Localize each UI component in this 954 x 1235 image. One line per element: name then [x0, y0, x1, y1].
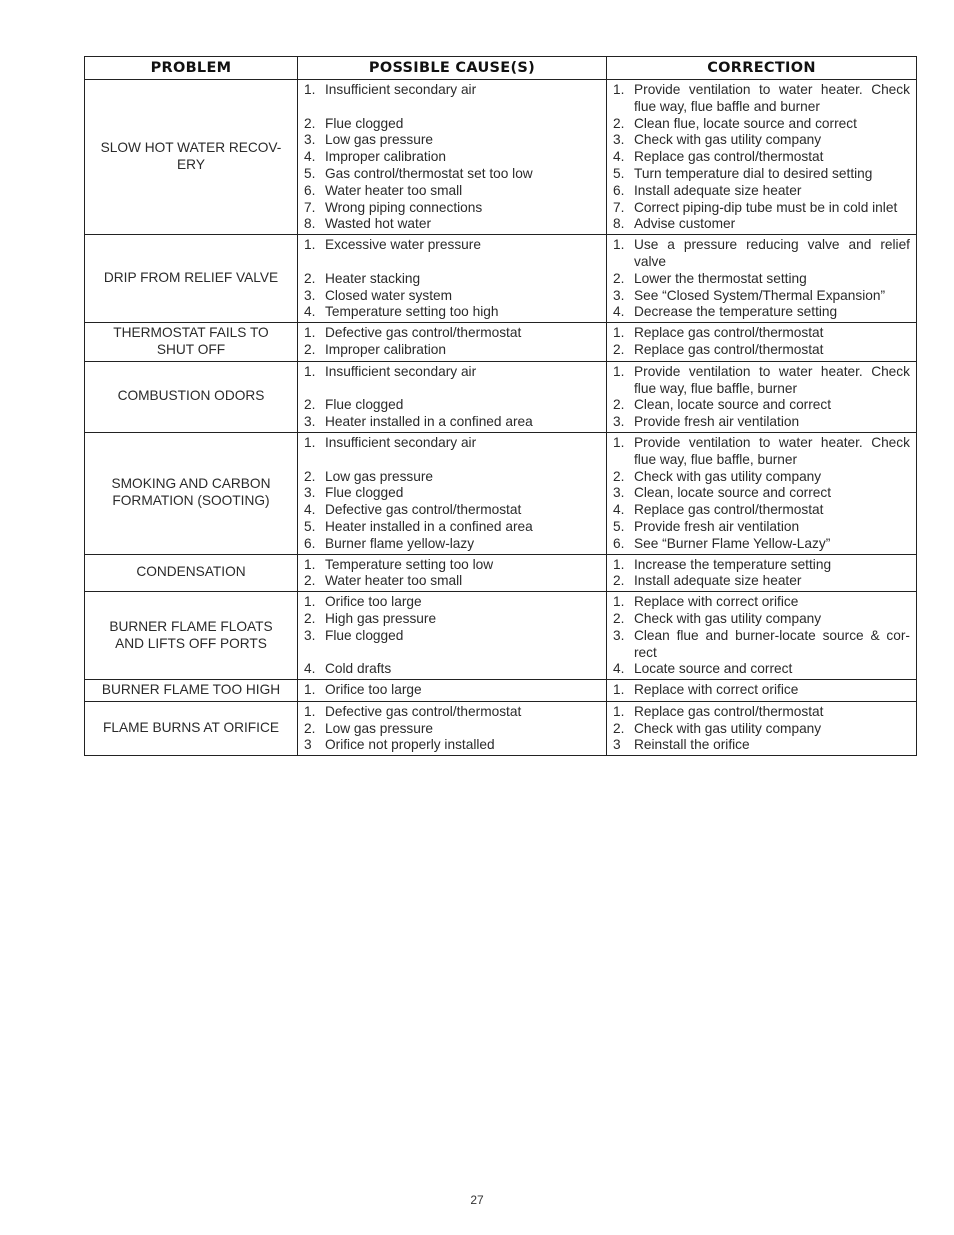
item-text: Replace with correct orifice	[634, 594, 799, 610]
item-number: 1.	[613, 556, 625, 572]
possible-cause-item	[304, 116, 600, 133]
item-number: 2.	[613, 573, 625, 589]
possible-cause-item	[304, 682, 600, 699]
table-header	[85, 57, 917, 80]
item-text: Replace gas control/thermostat	[634, 703, 824, 719]
item-number: 4.	[304, 149, 316, 165]
item-text: Clean, locate source and correct	[634, 397, 832, 413]
item-text: Orifice too large	[325, 682, 422, 698]
item-number: 4.	[304, 304, 316, 320]
table-row	[85, 80, 917, 235]
item-text: Check with gas utility company	[634, 132, 822, 148]
correction-list	[613, 435, 910, 553]
possible-cause-item	[304, 132, 600, 149]
problem-cell	[85, 361, 298, 432]
item-number: 4.	[304, 502, 316, 518]
possible-cause-cell	[298, 361, 607, 432]
header-possible-causes: POSSIBLE CAUSE(S)	[298, 57, 607, 80]
table-row	[85, 592, 917, 680]
item-number: 2.	[613, 720, 625, 736]
item-number: 4.	[613, 149, 625, 165]
problem-line: FLAME BURNS AT ORIFICE	[103, 720, 279, 736]
possible-cause-item	[304, 237, 600, 254]
item-text: Lower the thermostat setting	[634, 270, 807, 286]
item-number: 1.	[613, 682, 625, 698]
item-text: Gas control/thermostat set too low	[325, 165, 533, 181]
problem-line: SHUT OFF	[156, 341, 226, 357]
item-number: 2.	[304, 720, 316, 736]
possible-cause-cell	[298, 592, 607, 680]
item-number: 4.	[613, 661, 625, 677]
possible-cause-item	[304, 271, 600, 288]
item-number: 5.	[613, 165, 625, 181]
correction-item	[613, 237, 910, 271]
possible-cause-item	[304, 628, 600, 645]
possible-cause-item	[304, 183, 600, 200]
correction-cell	[607, 323, 917, 362]
item-text: Low gas pressure	[325, 720, 434, 736]
problem-cell	[85, 592, 298, 680]
item-number: 3.	[304, 627, 316, 643]
item-number: 1.	[304, 363, 316, 379]
possible-cause-list	[304, 682, 600, 699]
item-number: 1.	[304, 703, 316, 719]
table-row	[85, 432, 917, 554]
possible-cause-list	[304, 435, 600, 553]
possible-cause-item	[304, 166, 600, 183]
item-text: Water heater too small	[325, 182, 463, 198]
item-number: 6.	[613, 182, 625, 198]
possible-cause-item	[304, 304, 600, 321]
item-text: Heater installed in a confined area	[325, 518, 533, 534]
item-number: 3.	[613, 414, 625, 430]
correction-item	[613, 183, 910, 200]
item-number: 6.	[304, 535, 316, 551]
item-text: Water heater too small	[325, 573, 463, 589]
item-text: Burner flame yellow-lazy	[325, 535, 475, 551]
item-text: Defective gas control/thermostat	[325, 703, 522, 719]
item-text: Turn temperature dial to desired setting	[634, 165, 873, 181]
table-row	[85, 323, 917, 362]
problem-cell	[85, 80, 298, 235]
item-text: Clean flue and burner-locate source & cor-rect	[634, 627, 910, 660]
item-text: Provide ventilation to water heater. Check flue way, flue baffle, burner	[634, 434, 910, 467]
correction-item	[613, 200, 910, 217]
possible-cause-list	[304, 594, 600, 678]
item-text: Use a pressure reducing valve and relief valve	[634, 237, 910, 269]
item-text: Improper calibration	[325, 149, 446, 165]
problem-cell	[85, 680, 298, 702]
problem-cell	[85, 323, 298, 362]
item-number: 4.	[304, 661, 316, 677]
header-row	[85, 57, 917, 80]
item-text: Closed water system	[325, 287, 453, 303]
correction-item	[613, 721, 910, 738]
correction-cell	[607, 680, 917, 702]
problem-cell	[85, 701, 298, 755]
problem-line: FORMATION (SOOTING)	[112, 493, 270, 509]
correction-item	[613, 519, 910, 536]
possible-cause-item	[304, 704, 600, 721]
correction-item	[613, 414, 910, 431]
correction-item	[613, 435, 910, 469]
header-correction: CORRECTION	[607, 57, 917, 80]
item-number: 1.	[613, 237, 625, 253]
possible-cause-item	[304, 414, 600, 431]
table-row	[85, 235, 917, 323]
item-text: See “Closed System/Thermal Expansion”	[634, 287, 886, 303]
problem-cell	[85, 235, 298, 323]
item-text: Excessive water pressure	[325, 237, 481, 253]
correction-item	[613, 611, 910, 628]
problem-cell	[85, 554, 298, 592]
correction-item	[613, 397, 910, 414]
item-number: 6.	[613, 535, 625, 551]
page-number: 27	[470, 1193, 484, 1207]
possible-cause-cell	[298, 701, 607, 755]
item-number: 3.	[304, 485, 316, 501]
item-number: 3.	[613, 132, 625, 148]
possible-cause-item	[304, 325, 600, 342]
item-text: Increase the temperature setting	[634, 556, 832, 572]
correction-item	[613, 536, 910, 553]
correction-cell	[607, 80, 917, 235]
item-text: Reinstall the orifice	[634, 737, 750, 753]
table-body	[85, 80, 917, 756]
possible-cause-item	[304, 82, 600, 99]
possible-cause-list	[304, 557, 600, 591]
item-text: Flue clogged	[325, 115, 404, 131]
possible-cause-item	[304, 502, 600, 519]
possible-cause-item	[304, 737, 600, 754]
possible-cause-cell	[298, 80, 607, 235]
possible-cause-item	[304, 573, 600, 590]
correction-cell	[607, 235, 917, 323]
possible-cause-item	[304, 364, 600, 381]
correction-item	[613, 116, 910, 133]
item-number: 1.	[304, 325, 316, 341]
table-row	[85, 701, 917, 755]
possible-cause-item	[304, 536, 600, 553]
correction-item	[613, 628, 910, 662]
item-text: Provide fresh air ventilation	[634, 518, 800, 534]
correction-list	[613, 237, 910, 321]
item-number: 2.	[613, 397, 625, 413]
item-number: 1.	[304, 82, 316, 97]
correction-cell	[607, 432, 917, 554]
correction-item	[613, 82, 910, 116]
item-number: 5.	[613, 518, 625, 534]
possible-cause-cell	[298, 554, 607, 592]
item-text: Provide ventilation to water heater. Check flue way, flue baffle and burner	[634, 82, 910, 114]
problem-line: ERY	[177, 157, 205, 173]
possible-cause-item	[304, 611, 600, 628]
problem-line: SMOKING AND CARBON	[111, 476, 271, 492]
possible-cause-list	[304, 82, 600, 233]
correction-item	[613, 737, 910, 754]
item-number: 2.	[613, 341, 625, 357]
possible-cause-cell	[298, 432, 607, 554]
problem-cell	[85, 432, 298, 554]
item-number: 3.	[613, 485, 625, 501]
item-text: Check with gas utility company	[634, 720, 822, 736]
item-number: 2.	[304, 341, 316, 357]
item-text: Check with gas utility company	[634, 610, 822, 626]
item-text: Provide ventilation to water heater. Check flue way, flue baffle, burner	[634, 363, 910, 396]
item-number: 1.	[304, 237, 316, 253]
item-text: Low gas pressure	[325, 468, 434, 484]
item-text: Replace with correct orifice	[634, 682, 799, 698]
item-number: 1.	[613, 363, 625, 379]
item-number: 2.	[613, 115, 625, 131]
possible-cause-list	[304, 364, 600, 431]
item-number: 1.	[613, 703, 625, 719]
correction-item	[613, 682, 910, 699]
item-number: 3	[613, 737, 621, 753]
item-text: Correct piping-dip tube must be in cold inlet	[634, 199, 898, 215]
item-text: Locate source and correct	[634, 661, 793, 677]
correction-item	[613, 661, 910, 678]
item-number: 8.	[613, 216, 625, 232]
item-text: Improper calibration	[325, 341, 446, 357]
item-number: 1.	[613, 434, 625, 450]
troubleshooting-table	[84, 56, 917, 756]
problem-line: THERMOSTAT FAILS TO	[113, 325, 269, 341]
possible-cause-item	[304, 397, 600, 414]
item-text: Install adequate size heater	[634, 182, 802, 198]
item-number: 1.	[304, 594, 316, 610]
item-number: 4.	[613, 502, 625, 518]
correction-list	[613, 325, 910, 359]
problem-line: AND LIFTS OFF PORTS	[115, 635, 267, 651]
item-text: Replace gas control/thermostat	[634, 325, 824, 341]
table-row	[85, 361, 917, 432]
item-text: Cold drafts	[325, 661, 392, 677]
problem-line: BURNER FLAME TOO HIGH	[101, 682, 281, 698]
item-number: 2.	[304, 270, 316, 286]
possible-cause-item	[304, 519, 600, 536]
item-text: See “Burner Flame Yellow-Lazy”	[634, 535, 831, 551]
item-number: 7.	[613, 199, 625, 215]
item-text: Decrease the temperature setting	[634, 304, 838, 320]
item-number: 5.	[304, 518, 316, 534]
item-text: Clean flue, locate source and correct	[634, 115, 857, 131]
possible-cause-item	[304, 485, 600, 502]
correction-list	[613, 594, 910, 678]
item-text: Wasted hot water	[325, 216, 431, 232]
possible-cause-cell	[298, 235, 607, 323]
item-number: 3.	[304, 287, 316, 303]
correction-list	[613, 364, 910, 431]
possible-cause-item	[304, 557, 600, 574]
correction-list	[613, 704, 910, 754]
item-number: 7.	[304, 199, 316, 215]
item-number: 2.	[613, 270, 625, 286]
correction-item	[613, 132, 910, 149]
correction-item	[613, 166, 910, 183]
item-text: Heater installed in a confined area	[325, 414, 533, 430]
item-number: 2.	[304, 573, 316, 589]
possible-cause-item	[304, 200, 600, 217]
item-text: Flue clogged	[325, 485, 404, 501]
problem-line: COMBUSTION ODORS	[117, 388, 265, 404]
item-number: 8.	[304, 216, 316, 232]
possible-cause-item	[304, 149, 600, 166]
item-text: Insufficient secondary air	[325, 363, 477, 379]
possible-cause-item	[304, 216, 600, 233]
possible-cause-item	[304, 721, 600, 738]
item-text: Replace gas control/thermostat	[634, 149, 824, 165]
correction-item	[613, 502, 910, 519]
problem-line: BURNER FLAME FLOATS	[109, 618, 273, 634]
correction-item	[613, 325, 910, 342]
problem-line: SLOW HOT WATER RECOV-	[100, 140, 282, 156]
correction-item	[613, 288, 910, 305]
item-text: Wrong piping connections	[325, 199, 483, 215]
item-number: 4.	[613, 304, 625, 320]
item-text: Defective gas control/thermostat	[325, 325, 522, 341]
item-text: Orifice too large	[325, 594, 422, 610]
possible-cause-list	[304, 704, 600, 754]
possible-cause-list	[304, 237, 600, 321]
possible-cause-item	[304, 594, 600, 611]
item-number: 3.	[304, 414, 316, 430]
item-number: 2.	[304, 610, 316, 626]
correction-list	[613, 557, 910, 591]
item-number: 3.	[613, 627, 625, 643]
correction-item	[613, 342, 910, 359]
problem-line: DRIP FROM RELIEF VALVE	[103, 270, 279, 286]
item-number: 3.	[304, 132, 316, 148]
correction-item	[613, 557, 910, 574]
correction-cell	[607, 592, 917, 680]
item-number: 6.	[304, 182, 316, 198]
possible-cause-item	[304, 469, 600, 486]
item-number: 3.	[613, 287, 625, 303]
possible-cause-list	[304, 325, 600, 359]
header-problem: PROBLEM	[85, 57, 298, 80]
correction-item	[613, 704, 910, 721]
correction-item	[613, 469, 910, 486]
possible-cause-item	[304, 288, 600, 305]
correction-cell	[607, 361, 917, 432]
item-number: 2.	[304, 115, 316, 131]
correction-list	[613, 682, 910, 699]
item-number: 1.	[613, 82, 625, 97]
item-text: Install adequate size heater	[634, 573, 802, 589]
correction-item	[613, 364, 910, 398]
item-number: 2.	[613, 610, 625, 626]
item-number: 1.	[304, 434, 316, 450]
item-text: Provide fresh air ventilation	[634, 414, 800, 430]
item-number: 2.	[613, 468, 625, 484]
item-text: High gas pressure	[325, 610, 437, 626]
possible-cause-cell	[298, 680, 607, 702]
correction-item	[613, 573, 910, 590]
item-text: Orifice not properly installed	[325, 737, 495, 753]
item-number: 1.	[613, 594, 625, 610]
item-number: 1.	[304, 682, 316, 698]
item-text: Advise customer	[634, 216, 736, 232]
item-text: Insufficient secondary air	[325, 82, 477, 97]
item-text: Temperature setting too low	[325, 556, 494, 572]
correction-cell	[607, 701, 917, 755]
possible-cause-item	[304, 435, 600, 452]
correction-item	[613, 271, 910, 288]
item-number: 1.	[304, 556, 316, 572]
table-row	[85, 680, 917, 702]
item-text: Replace gas control/thermostat	[634, 341, 824, 357]
item-text: Clean, locate source and correct	[634, 485, 832, 501]
correction-item	[613, 594, 910, 611]
possible-cause-item	[304, 661, 600, 678]
item-text: Insufficient secondary air	[325, 434, 477, 450]
correction-item	[613, 304, 910, 321]
item-number: 1.	[613, 325, 625, 341]
correction-cell	[607, 554, 917, 592]
possible-cause-item	[304, 342, 600, 359]
problem-line: CONDENSATION	[136, 564, 246, 580]
item-text: Temperature setting too high	[325, 304, 499, 320]
possible-cause-cell	[298, 323, 607, 362]
item-number: 3	[304, 737, 312, 753]
item-number: 2.	[304, 468, 316, 484]
correction-list	[613, 82, 910, 233]
table-row	[85, 554, 917, 592]
correction-item	[613, 485, 910, 502]
item-text: Heater stacking	[325, 270, 421, 286]
item-text: Flue clogged	[325, 627, 404, 643]
item-text: Low gas pressure	[325, 132, 434, 148]
item-text: Replace gas control/thermostat	[634, 502, 824, 518]
item-text: Defective gas control/thermostat	[325, 502, 522, 518]
item-number: 5.	[304, 165, 316, 181]
item-number: 2.	[304, 397, 316, 413]
item-text: Flue clogged	[325, 397, 404, 413]
correction-item	[613, 149, 910, 166]
item-text: Check with gas utility company	[634, 468, 822, 484]
correction-item	[613, 216, 910, 233]
